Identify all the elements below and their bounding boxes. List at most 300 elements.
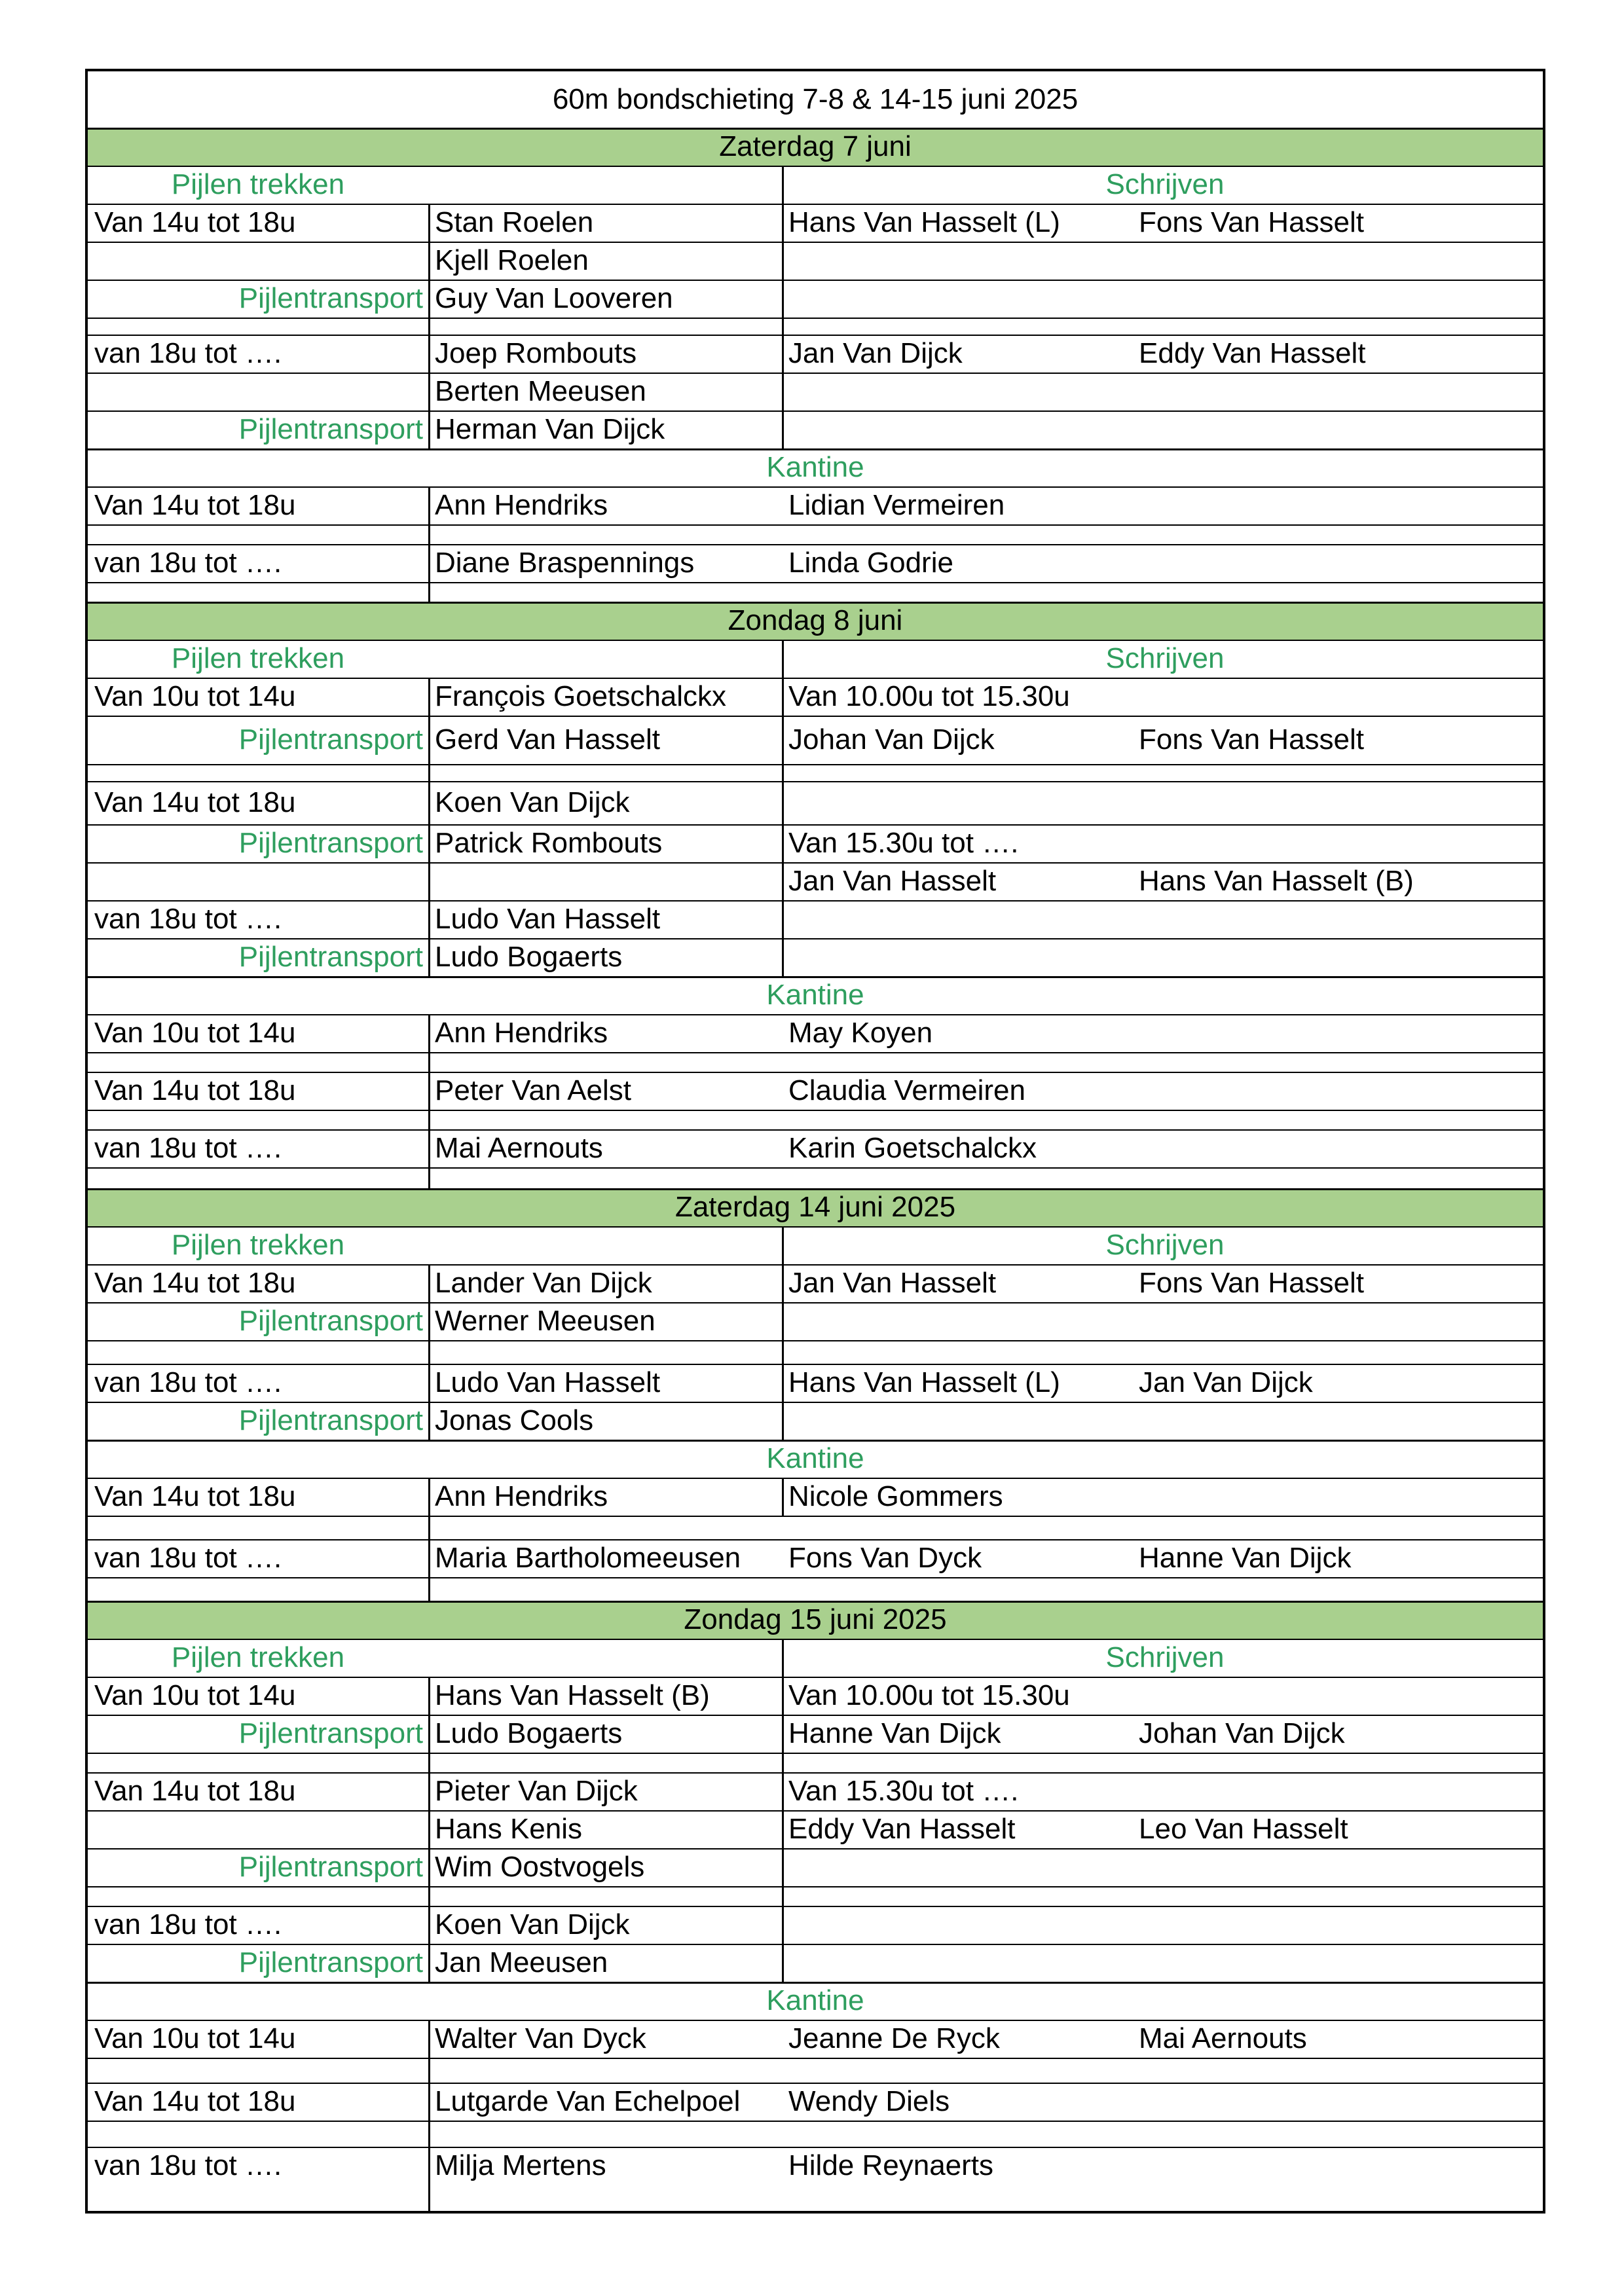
- day-title: Zaterdag 14 juni 2025: [674, 1191, 956, 1223]
- writer-a: [782, 1302, 1132, 1340]
- grid-line: [88, 1364, 1543, 1365]
- spacer-row: [88, 2121, 1543, 2147]
- write-header: Schrijven: [1105, 1641, 1225, 1673]
- time-slot: [88, 1810, 428, 1848]
- column-divider: [782, 1478, 784, 1516]
- grid-line: [88, 1478, 1543, 1479]
- canteen-row: [88, 1129, 1543, 1167]
- time-slot: [88, 862, 428, 900]
- time-slot: van 18u tot ….: [94, 1366, 282, 1398]
- table-row: [88, 862, 1543, 900]
- writer-b: [1132, 824, 1548, 862]
- writer-b: [1132, 410, 1548, 448]
- column-divider: [428, 1677, 430, 1982]
- canteen-person: Nicole Gommers: [788, 1480, 1003, 1512]
- arrow-puller: Ludo Van Hasselt: [435, 1366, 661, 1398]
- canteen-person: Fons Van Dyck: [788, 1542, 982, 1574]
- arrow-transporter: Wim Oostvogels: [435, 1851, 645, 1883]
- grid-line: [88, 1052, 1543, 1053]
- grid-line: [88, 716, 1543, 717]
- writer-b: Johan Van Dijck: [1139, 1717, 1345, 1749]
- grid-line: [88, 2020, 1543, 2021]
- spacer-row: [88, 1886, 1543, 1906]
- table-row: [88, 1906, 1543, 1944]
- arrow-puller: [428, 764, 782, 781]
- write-header: Schrijven: [1105, 1229, 1225, 1261]
- time-slot: van 18u tot ….: [94, 903, 282, 935]
- writer-a: [782, 410, 1132, 448]
- grid-line: [88, 1402, 1543, 1403]
- canteen-row: [88, 544, 1543, 582]
- grid-line: [88, 900, 1543, 902]
- canteen-header: [88, 1982, 1543, 2020]
- table-row: [88, 824, 1543, 862]
- transport-label: Pijlentransport: [238, 1717, 423, 1749]
- grid-line: [88, 1944, 1543, 1945]
- arrow-header: Pijlen trekken: [171, 1641, 345, 1673]
- time-slot: [88, 1577, 428, 1601]
- grid-line: [88, 1302, 1543, 1303]
- arrow-header: Pijlen trekken: [171, 168, 345, 200]
- canteen-person: Karin Goetschalckx: [788, 1132, 1037, 1164]
- grid-line: [88, 582, 1543, 583]
- canteen-row: [88, 1014, 1543, 1052]
- table-row: [88, 781, 1543, 824]
- grid-line: [88, 1639, 1543, 1640]
- canteen-header: [88, 448, 1543, 486]
- canteen-row: [88, 1539, 1543, 1577]
- time-slot: [88, 373, 428, 410]
- writer-b: Eddy Van Hasselt: [1139, 337, 1366, 369]
- canteen-person: [1132, 2083, 1548, 2121]
- time-slot: [88, 764, 428, 781]
- grid-line: [88, 938, 1543, 939]
- grid-line: [88, 764, 1543, 765]
- canteen-person: Lidian Vermeiren: [788, 489, 1005, 521]
- writer-b: [1132, 1302, 1548, 1340]
- time-slot: Van 14u tot 18u: [94, 1267, 296, 1299]
- time-slot: van 18u tot ….: [94, 547, 282, 579]
- column-divider: [428, 1014, 430, 1188]
- column-divider: [428, 1264, 430, 1440]
- writer-a: [782, 1906, 1132, 1944]
- canteen-person: Linda Godrie: [788, 547, 953, 579]
- time-slot: [88, 2121, 428, 2147]
- arrow-puller: Koen Van Dijck: [435, 1908, 630, 1941]
- arrow-puller: Kjell Roelen: [435, 244, 589, 276]
- time-slot: [88, 1052, 428, 1072]
- grid-line: [88, 862, 1543, 864]
- arrow-header: Pijlen trekken: [171, 1229, 345, 1261]
- title-row: [88, 71, 1543, 128]
- canteen-person: Mai Aernouts: [435, 1132, 603, 1164]
- arrow-transporter: Gerd Van Hasselt: [435, 723, 661, 756]
- writer-b: [1132, 1677, 1548, 1715]
- writer-b: [1132, 900, 1548, 938]
- grid-line: [88, 1677, 1543, 1678]
- canteen-person: May Koyen: [788, 1017, 933, 1049]
- canteen-row: [88, 1478, 1543, 1516]
- time-slot: [88, 1340, 428, 1364]
- column-headers: [88, 640, 1543, 678]
- writer-b: [1132, 764, 1548, 781]
- grid-line: [88, 410, 1543, 412]
- canteen-person: Diane Braspennings: [435, 547, 695, 579]
- canteen-person: Hanne Van Dijck: [1139, 1542, 1352, 1574]
- grid-line: [88, 1188, 1543, 1190]
- writer-a: Hans Van Hasselt (L): [788, 206, 1060, 238]
- writer-b: Jan Van Dijck: [1139, 1366, 1313, 1398]
- canteen-row: [88, 2083, 1543, 2121]
- table-row: [88, 410, 1543, 448]
- canteen-person: Jeanne De Ryck: [788, 2022, 1000, 2054]
- writer-a: Van 15.30u tot ….: [788, 1775, 1019, 1807]
- writer-b: Leo Van Hasselt: [1139, 1813, 1348, 1845]
- canteen-person: Mai Aernouts: [1139, 2022, 1307, 2054]
- canteen-header: [88, 976, 1543, 1014]
- time-slot: [88, 524, 428, 544]
- canteen-person: Ann Hendriks: [435, 489, 608, 521]
- canteen-row: [88, 2020, 1543, 2058]
- time-slot: Van 14u tot 18u: [94, 1775, 296, 1807]
- grid-line: [88, 678, 1543, 679]
- arrow-transporter: Jonas Cools: [435, 1404, 594, 1436]
- writer-b: Fons Van Hasselt: [1139, 1267, 1365, 1299]
- table-row: [88, 1264, 1543, 1302]
- arrow-puller: [428, 1340, 782, 1364]
- writer-a: Jan Van Dijck: [788, 337, 963, 369]
- time-slot: Van 14u tot 18u: [94, 1480, 296, 1512]
- canteen-person: Walter Van Dyck: [435, 2022, 646, 2054]
- grid-line: [88, 2121, 1543, 2122]
- day-header: [88, 602, 1543, 640]
- canteen-person: [1132, 1014, 1548, 1052]
- grid-line: [88, 242, 1543, 243]
- time-slot: Van 14u tot 18u: [94, 2085, 296, 2117]
- transport-label: Pijlentransport: [238, 723, 423, 756]
- spacer-row: [88, 318, 1543, 335]
- canteen-person: Wendy Diels: [788, 2085, 950, 2117]
- writer-a: [782, 900, 1132, 938]
- time-slot: van 18u tot ….: [94, 1908, 282, 1941]
- writer-a: [782, 764, 1132, 781]
- writer-a: [782, 373, 1132, 410]
- grid-line: [88, 824, 1543, 826]
- writer-a: Jan Van Hasselt: [788, 865, 997, 897]
- time-slot: [88, 1167, 428, 1188]
- day-title: Zaterdag 7 juni: [719, 130, 912, 162]
- canteen-person: Claudia Vermeiren: [788, 1074, 1025, 1106]
- canteen-person: Maria Bartholomeeusen: [435, 1542, 741, 1574]
- arrow-transporter: Ludo Bogaerts: [435, 1717, 623, 1749]
- writer-b: Fons Van Hasselt: [1139, 723, 1365, 756]
- grid-line: [88, 448, 1543, 450]
- arrow-header: Pijlen trekken: [171, 642, 345, 674]
- writer-a: [782, 280, 1132, 318]
- grid-line: [88, 1264, 1543, 1266]
- grid-line: [88, 1167, 1543, 1169]
- canteen-person: Peter Van Aelst: [435, 1074, 632, 1106]
- grid-line: [88, 1226, 1543, 1228]
- transport-label: Pijlentransport: [238, 941, 423, 973]
- writer-a: Hanne Van Dijck: [788, 1717, 1001, 1749]
- writer-a: [782, 781, 1132, 824]
- grid-line: [88, 640, 1543, 641]
- arrow-puller: [428, 1753, 782, 1772]
- arrow-puller: Hans Van Hasselt (B): [435, 1679, 710, 1711]
- writer-b: [1132, 1340, 1548, 1364]
- time-slot: [88, 1516, 428, 1539]
- writer-a: Van 10.00u tot 15.30u: [788, 680, 1070, 712]
- writer-a: Johan Van Dijck: [788, 723, 995, 756]
- canteen-title: Kantine: [766, 451, 864, 483]
- writer-a: [782, 1848, 1132, 1886]
- time-slot: Van 14u tot 18u: [94, 786, 296, 818]
- time-slot: Van 10u tot 14u: [94, 1679, 296, 1711]
- writer-a: [782, 1340, 1132, 1364]
- transport-label: Pijlentransport: [238, 413, 423, 445]
- day-header: [88, 1188, 1543, 1226]
- arrow-puller: [428, 318, 782, 335]
- transport-label: Pijlentransport: [238, 1851, 423, 1883]
- write-header: Schrijven: [1105, 642, 1225, 674]
- canteen-header: [88, 1440, 1543, 1478]
- table-row: [88, 280, 1543, 318]
- writer-b: [1132, 1753, 1548, 1772]
- grid-line: [88, 2147, 1543, 2148]
- canteen-person: [1132, 2147, 1548, 2185]
- column-divider: [782, 1226, 784, 1440]
- writer-b: Hans Van Hasselt (B): [1139, 865, 1414, 897]
- canteen-person: [1132, 1478, 1548, 1516]
- arrow-puller: Pieter Van Dijck: [435, 1775, 638, 1807]
- writer-a: [782, 1886, 1132, 1906]
- writer-a: Eddy Van Hasselt: [788, 1813, 1016, 1845]
- grid-line: [88, 544, 1543, 545]
- writer-b: [1132, 1772, 1548, 1810]
- time-slot: Van 14u tot 18u: [94, 206, 296, 238]
- grid-line: [88, 1601, 1543, 1603]
- table-row: [88, 938, 1543, 976]
- writer-b: [1132, 1402, 1548, 1440]
- canteen-person: [1132, 1072, 1548, 1110]
- writer-a: [782, 1944, 1132, 1982]
- writer-a: Van 15.30u tot ….: [788, 827, 1019, 859]
- spacer-row: [88, 1577, 1543, 1601]
- day-header: [88, 128, 1543, 166]
- canteen-person: [1132, 486, 1548, 524]
- writer-a: Van 10.00u tot 15.30u: [788, 1679, 1070, 1711]
- writer-a: [782, 1402, 1132, 1440]
- time-slot: [88, 1110, 428, 1129]
- writer-a: [782, 242, 1132, 280]
- time-slot: [88, 582, 428, 602]
- column-divider: [428, 486, 430, 602]
- grid-line: [88, 166, 1543, 167]
- write-header: Schrijven: [1105, 168, 1225, 200]
- arrow-puller: Stan Roelen: [435, 206, 594, 238]
- table-row: [88, 242, 1543, 280]
- arrow-puller: Lander Van Dijck: [435, 1267, 652, 1299]
- grid-line: [88, 1848, 1543, 1850]
- time-slot: [88, 1753, 428, 1772]
- grid-line: [88, 280, 1543, 281]
- time-slot: van 18u tot ….: [94, 1542, 282, 1574]
- spacer-row: [88, 524, 1543, 544]
- grid-line: [88, 976, 1543, 978]
- canteen-person: [1132, 1129, 1548, 1167]
- column-divider: [428, 678, 430, 976]
- grid-line: [88, 1072, 1543, 1073]
- table-row: [88, 678, 1543, 716]
- canteen-title: Kantine: [766, 1984, 864, 2016]
- writer-b: [1132, 242, 1548, 280]
- writer-b: [1132, 938, 1548, 976]
- arrow-transporter: Guy Van Looveren: [435, 282, 673, 314]
- time-slot: Van 10u tot 14u: [94, 680, 296, 712]
- writer-b: [1132, 678, 1548, 716]
- time-slot: Van 10u tot 14u: [94, 2022, 296, 2054]
- time-slot: Van 14u tot 18u: [94, 1074, 296, 1106]
- canteen-person: Milja Mertens: [435, 2149, 606, 2181]
- grid-line: [88, 1715, 1543, 1716]
- day-header: [88, 1601, 1543, 1639]
- arrow-puller: Joep Rombouts: [435, 337, 637, 369]
- grid-line: [88, 1129, 1543, 1131]
- transport-label: Pijlentransport: [238, 1305, 423, 1337]
- column-headers: [88, 166, 1543, 204]
- grid-line: [88, 1906, 1543, 1907]
- arrow-puller: Ludo Van Hasselt: [435, 903, 661, 935]
- time-slot: van 18u tot ….: [94, 337, 282, 369]
- time-slot: van 18u tot ….: [94, 2149, 282, 2181]
- grid-line: [88, 524, 1543, 526]
- time-slot: [88, 1886, 428, 1906]
- arrow-transporter: Werner Meeusen: [435, 1305, 655, 1337]
- spacer-row: [88, 1110, 1543, 1129]
- table-row: [88, 204, 1543, 242]
- writer-b: [1132, 1906, 1548, 1944]
- arrow-puller: [428, 862, 782, 900]
- grid-line: [88, 1539, 1543, 1540]
- writer-a: Jan Van Hasselt: [788, 1267, 997, 1299]
- grid-line: [88, 1516, 1543, 1517]
- writer-b: [1132, 1944, 1548, 1982]
- spacer-row: [88, 1052, 1543, 1072]
- grid-line: [88, 1110, 1543, 1111]
- column-divider: [428, 1478, 430, 1601]
- grid-line: [88, 1772, 1543, 1774]
- writer-b: [1132, 280, 1548, 318]
- table-row: [88, 373, 1543, 410]
- spacer-row: [88, 1167, 1543, 1188]
- writer-a: [782, 1753, 1132, 1772]
- time-slot: Van 10u tot 14u: [94, 1017, 296, 1049]
- time-slot: [88, 242, 428, 280]
- writer-b: [1132, 373, 1548, 410]
- grid-line: [88, 2058, 1543, 2059]
- grid-line: [88, 602, 1543, 604]
- column-divider: [782, 640, 784, 976]
- grid-line: [88, 2083, 1543, 2084]
- grid-line: [88, 1810, 1543, 1812]
- day-title: Zondag 15 juni 2025: [684, 1603, 947, 1635]
- canteen-person: Ann Hendriks: [435, 1017, 608, 1049]
- writer-b: Fons Van Hasselt: [1139, 206, 1365, 238]
- arrow-puller: François Goetschalckx: [435, 680, 727, 712]
- grid-line: [88, 486, 1543, 488]
- table-row: [88, 1402, 1543, 1440]
- spacer-row: [88, 2058, 1543, 2083]
- spacer-row: [88, 1340, 1543, 1364]
- table-row: [88, 716, 1543, 764]
- arrow-puller: Berten Meeusen: [435, 375, 646, 407]
- grid-line: [88, 1014, 1543, 1015]
- column-divider: [782, 166, 784, 448]
- table-row: [88, 1810, 1543, 1848]
- transport-label: Pijlentransport: [238, 282, 423, 314]
- grid-line: [88, 128, 1543, 130]
- writer-b: [1132, 1886, 1548, 1906]
- canteen-row: [88, 2147, 1543, 2185]
- spacer-row: [88, 582, 1543, 602]
- canteen-person: [1132, 544, 1548, 582]
- table-row: [88, 1677, 1543, 1715]
- transport-label: Pijlentransport: [238, 827, 423, 859]
- grid-line: [88, 335, 1543, 336]
- grid-line: [88, 1577, 1543, 1578]
- column-headers: [88, 1639, 1543, 1677]
- table-row: [88, 1772, 1543, 1810]
- transport-label: Pijlentransport: [238, 1404, 423, 1436]
- spacer-row: [88, 1753, 1543, 1772]
- canteen-person: Lutgarde Van Echelpoel: [435, 2085, 741, 2117]
- grid-line: [88, 1440, 1543, 1442]
- column-divider: [782, 1639, 784, 1982]
- table-row: [88, 1944, 1543, 1982]
- table-row: [88, 1302, 1543, 1340]
- arrow-puller: Koen Van Dijck: [435, 786, 630, 818]
- grid-line: [88, 204, 1543, 205]
- canteen-person: Hilde Reynaerts: [788, 2149, 994, 2181]
- grid-line: [88, 1982, 1543, 1984]
- arrow-transporter: Ludo Bogaerts: [435, 941, 623, 973]
- column-divider: [428, 2020, 430, 2214]
- page-title: 60m bondschieting 7-8 & 14-15 juni 2025: [552, 83, 1079, 115]
- arrow-transporter: Herman Van Dijck: [435, 413, 665, 445]
- writer-b: [1132, 1848, 1548, 1886]
- time-slot: van 18u tot ….: [94, 1132, 282, 1164]
- arrow-puller: Hans Kenis: [435, 1813, 583, 1845]
- grid-line: [88, 318, 1543, 319]
- arrow-transporter: Patrick Rombouts: [435, 827, 663, 859]
- canteen-row: [88, 1072, 1543, 1110]
- table-row: [88, 1715, 1543, 1753]
- table-row: [88, 1364, 1543, 1402]
- writer-a: Hans Van Hasselt (L): [788, 1366, 1060, 1398]
- column-headers: [88, 1226, 1543, 1264]
- canteen-person: Ann Hendriks: [435, 1480, 608, 1512]
- table-row: [88, 1848, 1543, 1886]
- arrow-transporter: Jan Meeusen: [435, 1946, 608, 1978]
- writer-b: [1132, 781, 1548, 824]
- spacer-row: [88, 1516, 1543, 1539]
- table-row: [88, 335, 1543, 373]
- grid-line: [88, 781, 1543, 782]
- grid-line: [88, 373, 1543, 374]
- grid-line: [88, 1753, 1543, 1754]
- schedule-table: [85, 69, 1545, 2214]
